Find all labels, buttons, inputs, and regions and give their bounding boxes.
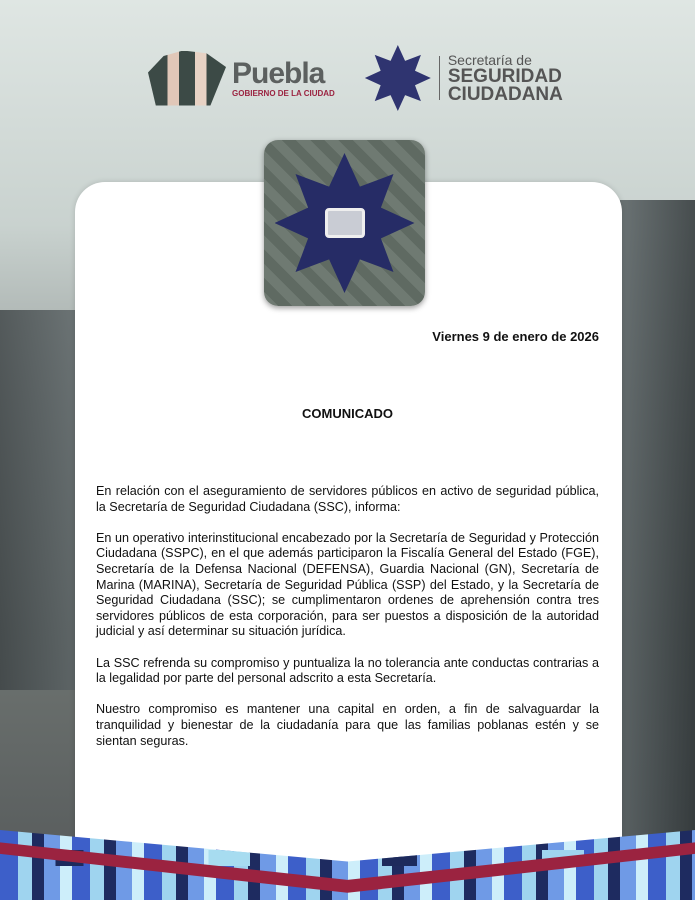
paragraph: Nuestro compromiso es mantener una capital en orden, a fin de salvaguardar la tranquilidad y bienestar de la ciudadanía para que las familias poblanas estén y se sientan seguras.	[96, 702, 599, 748]
header-logos	[148, 45, 563, 111]
background-photo-left	[0, 310, 80, 690]
document-body	[96, 484, 599, 765]
puebla-subtitle: GOBIERNO DE LA CIUDAD	[232, 88, 335, 98]
paragraph: En un operativo interinstitucional encabezado por la Secretaría de Seguridad y Protección Ciudadana (SSPC), en el que además participaron la Fiscalía General del Estado (FGE), Secretaría de la Defensa Nacional (DEFENSA), Guardia Nacional (GN), Secretaría de Marina (MARINA), Secretaría de Seguridad Pública (SSP) del Estado, y la Secretaría de Seguridad Ciudadana (SSC); se cumplimentaron ordenes de aprehensión contra tres servidores públicos de esta corporación, para ser puestos a disposición de la autoridad judicial y así determinar su situación jurídica.	[96, 530, 599, 639]
shield-icon	[325, 208, 365, 238]
ssc-line1: Secretaría de	[447, 52, 532, 68]
paragraph: En relación con el aseguramiento de servidores públicos en activo de seguridad pública, la Secretaría de Seguridad Ciudadana (SSC), informa:	[96, 484, 599, 514]
document-date: Viernes 9 de enero de 2026	[432, 329, 599, 344]
puebla-name: Puebla	[232, 56, 325, 90]
background-photo-right	[620, 200, 695, 840]
puebla-emblem-icon	[148, 51, 226, 106]
badge-star-icon	[275, 153, 415, 293]
document-title: COMUNICADO	[302, 406, 393, 421]
ssc-line2: SEGURIDAD	[447, 66, 562, 87]
divider	[439, 56, 440, 100]
ssc-logo	[365, 45, 563, 111]
ssc-badge	[264, 140, 425, 306]
puebla-logo	[148, 51, 335, 106]
police-star-icon	[365, 45, 431, 111]
paragraph: La SSC refrenda su compromiso y puntualiza la no tolerancia ante conductas contrarias a la legalidad por parte del personal adscrito a esta Secretaría.	[96, 655, 599, 686]
ssc-line3: CIUDADANA	[447, 84, 563, 105]
